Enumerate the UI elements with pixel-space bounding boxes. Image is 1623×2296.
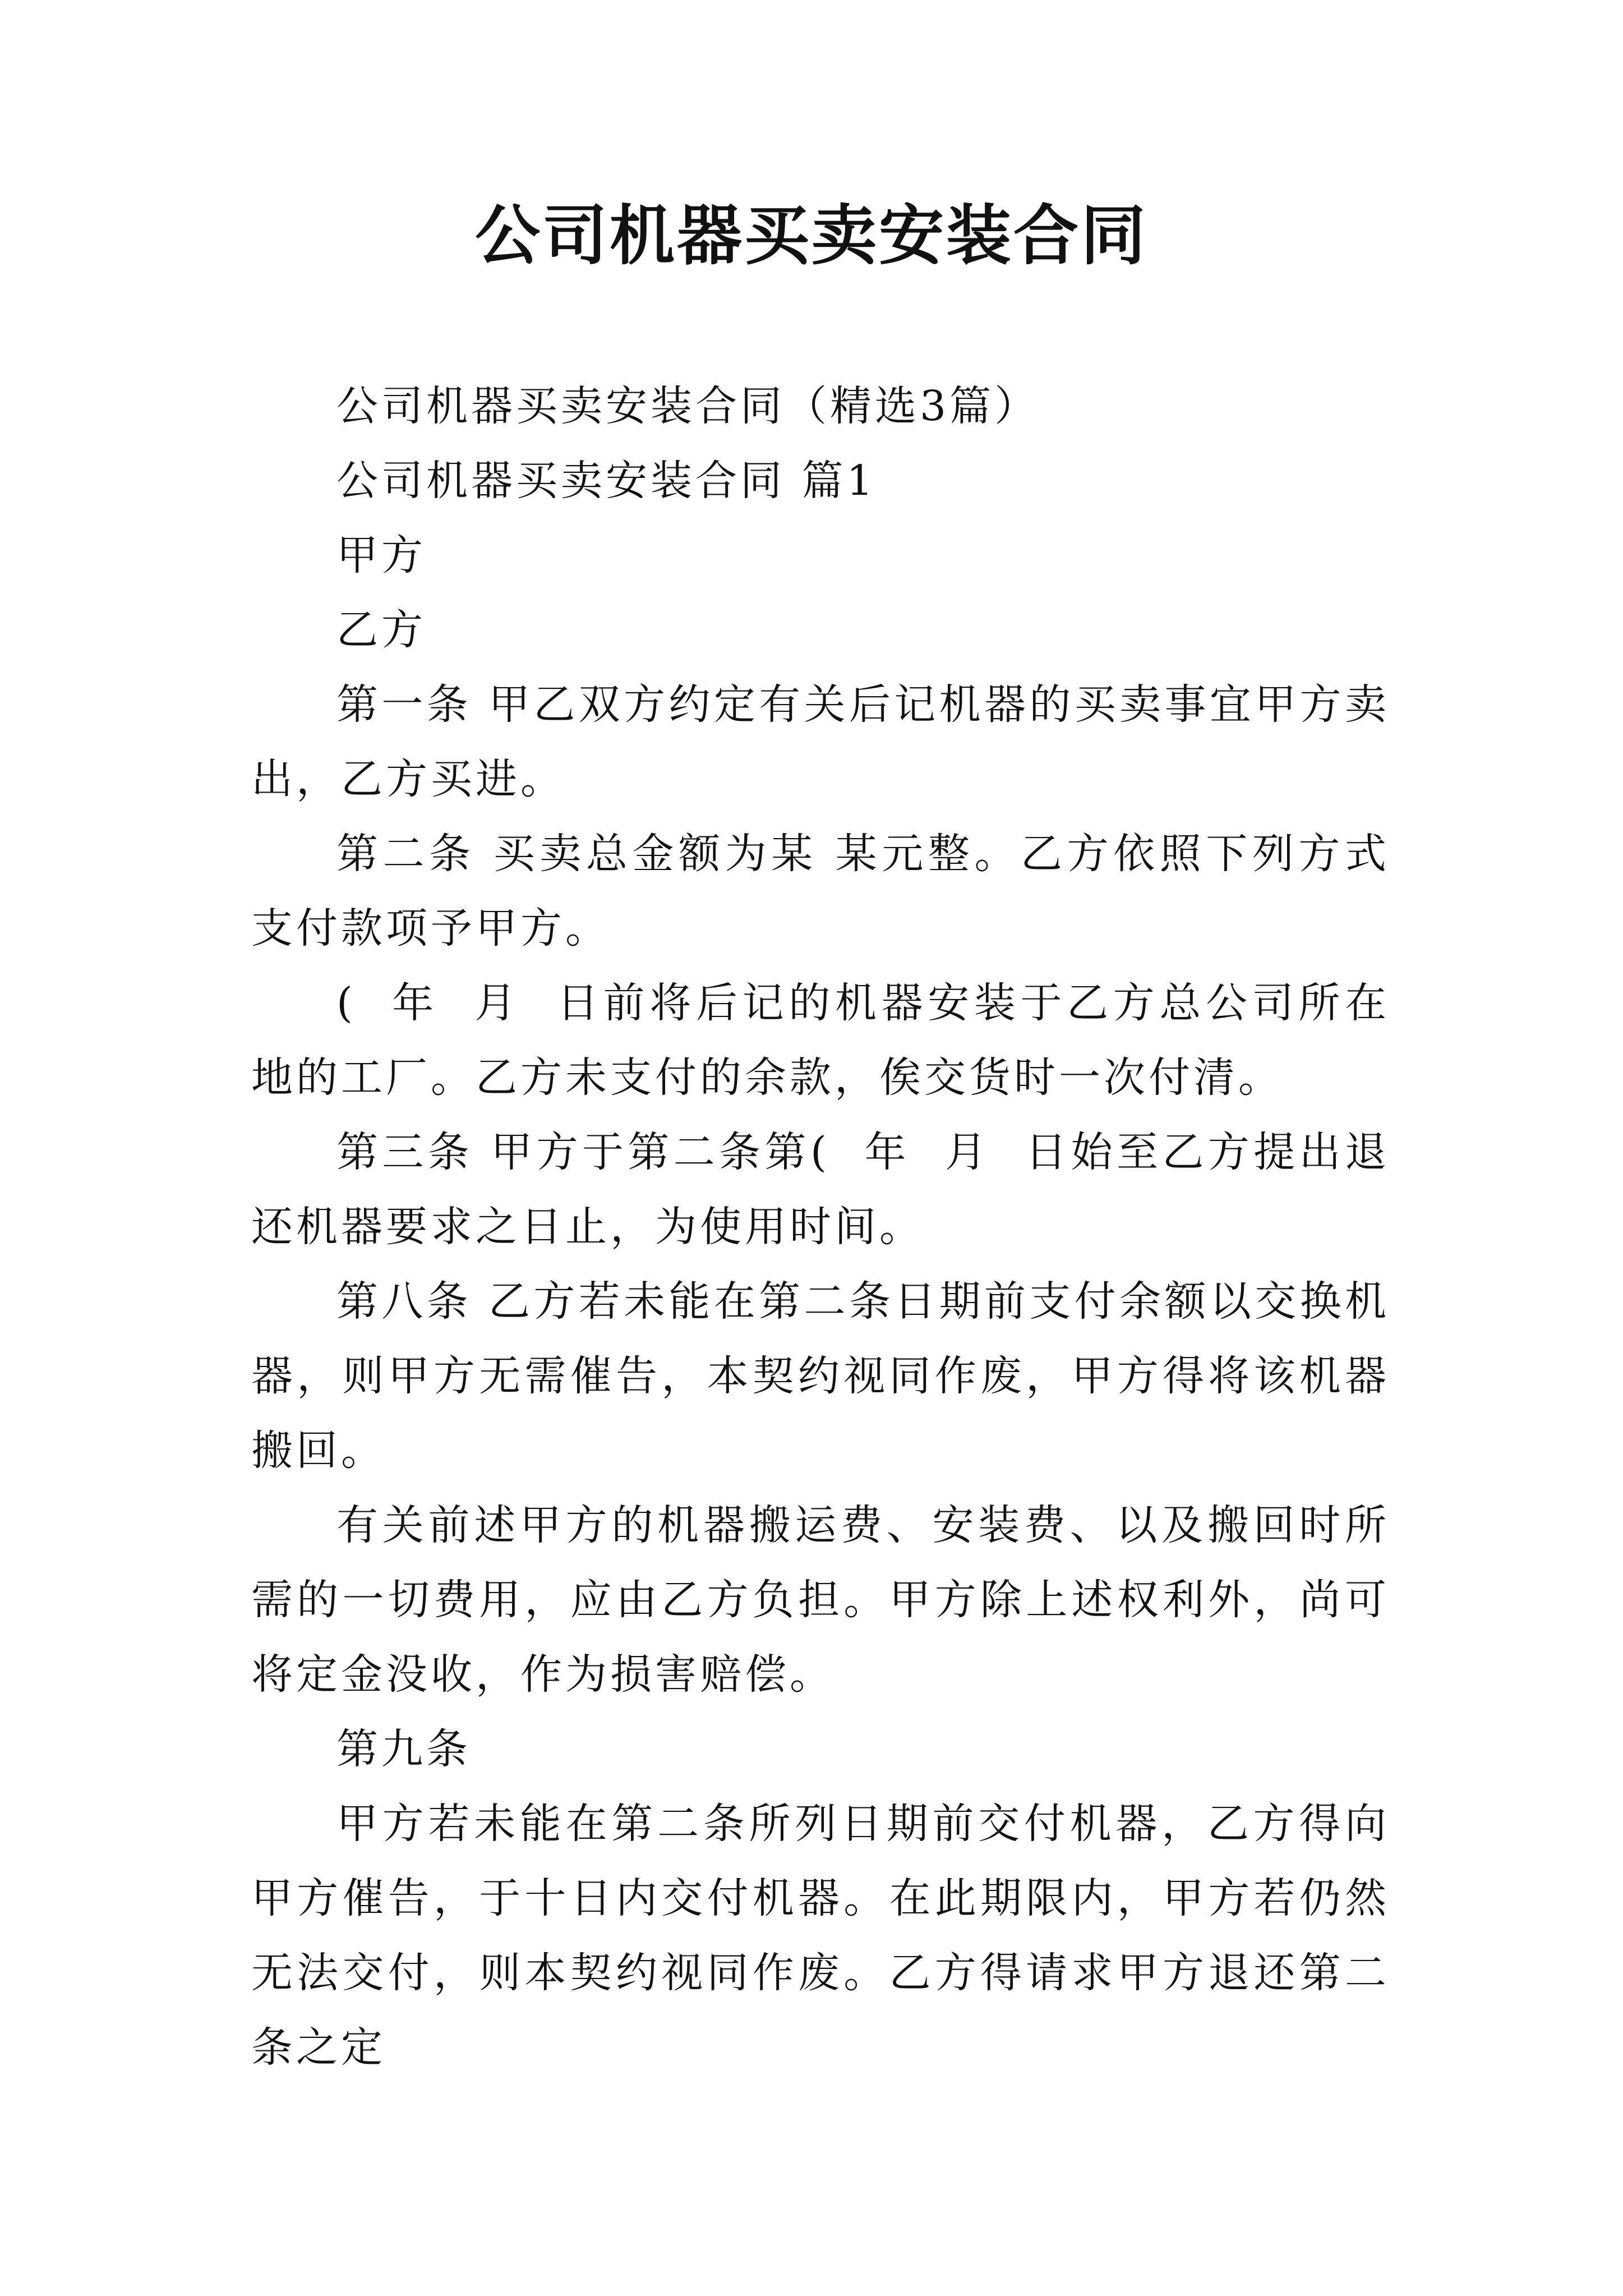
paragraph-article-3: 第三条 甲方于第二条第( 年 月 日始至乙方提出退还机器要求之日止，为使用时间。 [251, 1128, 1390, 1251]
paragraph-article-8-detail: 有关前述甲方的机器搬运费、安装费、以及搬回时所需的一切费用，应由乙方负担。甲方除上述权利外，尚可将定金没收，作为损害赔偿。 [251, 1501, 1390, 1699]
paragraph-party-a: 甲方 [336, 531, 426, 579]
document-body [251, 369, 1390, 2085]
document-title: 公司机器买卖安装合同 [475, 197, 1148, 274]
paragraph-subtitle: 公司机器买卖安装合同（精选3篇） [336, 382, 1040, 430]
paragraph-article-2: 第二条 买卖总金额为某 某元整。乙方依照下列方式支付款项予甲方。 [251, 830, 1390, 953]
paragraph-article-9-heading: 第九条 [336, 1725, 471, 1773]
paragraph-article-1: 第一条 甲乙双方约定有关后记机器的买卖事宜甲方卖出，乙方买进。 [251, 680, 1390, 803]
paragraph-article-8: 第八条 乙方若未能在第二条日期前支付余额以交换机器，则甲方无需催告，本契约视同作废，甲方得将该机器搬回。 [251, 1277, 1390, 1475]
paragraph-party-b: 乙方 [336, 606, 426, 654]
paragraph-article-2-detail: ( 年 月 日前将后记的机器安装于乙方总公司所在地的工厂。乙方未支付的余款，俟交货时一次付清。 [251, 979, 1390, 1102]
paragraph-article-9: 甲方若未能在第二条所列日期前交付机器，乙方得向甲方催告，于十日内交付机器。在此期限内，甲方若仍然无法交付，则本契约视同作废。乙方得请求甲方退还第二条之定 [251, 1800, 1390, 2072]
paragraph-section-heading: 公司机器买卖安装合同 篇1 [336, 457, 877, 505]
